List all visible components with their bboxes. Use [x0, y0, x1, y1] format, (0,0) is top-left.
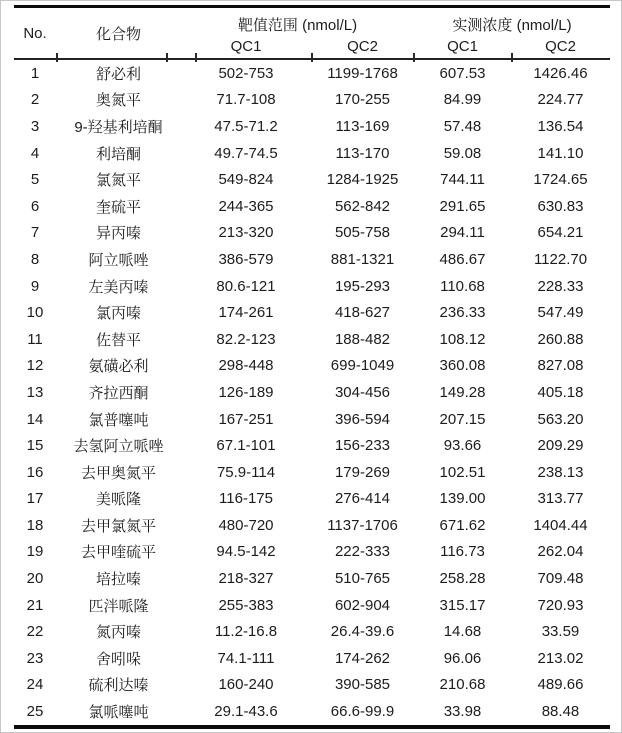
measured-concentration-qc2: 720.93 [537, 596, 584, 614]
row-number: 15 [26, 437, 44, 455]
target-range-qc2: 881-1321 [330, 250, 395, 268]
target-range-qc2: 26.4-39.6 [330, 623, 395, 641]
target-range-qc1: 49.7-74.5 [214, 144, 278, 162]
target-range-qc1: 160-240 [218, 676, 274, 694]
measured-concentration-qc1: 258.28 [439, 570, 486, 588]
measured-concentration-qc2: 209.29 [537, 437, 584, 455]
measured-concentration-qc1: 84.99 [443, 91, 482, 109]
target-range-qc1: 82.2-123 [216, 330, 276, 348]
target-range-qc2: 276-414 [334, 490, 391, 508]
measured-concentration-qc2: 563.20 [537, 410, 584, 428]
compound-name: 左美丙嗪 [88, 278, 149, 296]
target-range-qc1: 213-320 [218, 224, 274, 242]
compound-name: 氯普噻吨 [88, 411, 149, 429]
compound-name: 舍吲哚 [95, 650, 141, 668]
row-number: 11 [27, 330, 43, 348]
target-range-qc1: 502-753 [218, 64, 274, 82]
compound-name: 舒必利 [95, 65, 141, 83]
table-row [14, 273, 610, 300]
measured-concentration-qc1: 315.17 [439, 596, 486, 614]
row-number: 7 [30, 224, 40, 242]
measured-concentration-qc2: 1724.65 [533, 171, 588, 189]
measured-concentration-qc1: 102.51 [439, 463, 486, 481]
table-row [14, 193, 610, 220]
row-number: 13 [26, 383, 44, 401]
table-row [14, 353, 610, 380]
measured-concentration-qc2: 213.02 [537, 649, 584, 667]
target-range-qc1: 74.1-111 [217, 649, 275, 667]
target-range-qc1: 218-327 [218, 570, 274, 588]
header-column-divider-tick [195, 53, 197, 62]
target-range-qc1: 386-579 [218, 250, 274, 268]
target-range-qc1: 480-720 [218, 516, 274, 534]
col-header-target-qc2: QC2 [311, 35, 414, 59]
measured-concentration-qc1: 59.08 [443, 144, 482, 162]
compound-name: 硫利达嗪 [88, 677, 149, 695]
target-range-qc2: 418-627 [334, 304, 391, 322]
measured-concentration-qc1: 57.48 [443, 117, 482, 135]
row-number: 20 [26, 570, 44, 588]
compound-name: 氯丙嗪 [95, 305, 141, 323]
header-column-divider-tick [413, 53, 415, 62]
row-number: 10 [26, 304, 44, 322]
table-row [14, 326, 610, 353]
row-number: 23 [26, 649, 44, 667]
measured-concentration-qc1: 210.68 [439, 676, 486, 694]
target-range-qc2: 510-765 [334, 570, 391, 588]
row-number: 6 [30, 197, 40, 215]
target-range-qc1: 126-189 [218, 383, 274, 401]
measured-concentration-qc1: 108.12 [439, 330, 486, 348]
target-range-qc1: 47.5-71.2 [214, 117, 278, 135]
target-range-qc2: 602-904 [334, 596, 391, 614]
col-header-compound: 化合物 [56, 7, 181, 60]
table-row [14, 459, 610, 486]
table-row [14, 299, 610, 326]
measured-concentration-qc2: 1122.70 [533, 250, 588, 268]
target-range-qc1: 75.9-114 [216, 463, 276, 481]
target-range-qc1: 29.1-43.6 [214, 703, 278, 721]
target-range-qc1: 255-383 [218, 596, 274, 614]
table-row [14, 59, 610, 87]
target-range-qc2: 505-758 [334, 224, 391, 242]
measured-concentration-qc2: 547.49 [537, 304, 584, 322]
table-body [14, 59, 610, 727]
row-number: 16 [26, 463, 44, 481]
measured-concentration-qc2: 262.04 [537, 543, 584, 561]
target-range-qc1: 244-365 [218, 197, 274, 215]
col-header-no: No. [14, 7, 56, 60]
target-range-qc2: 222-333 [334, 543, 391, 561]
measured-concentration-qc2: 827.08 [537, 357, 584, 375]
header-column-divider-tick [511, 53, 513, 62]
row-number: 14 [26, 410, 44, 428]
compound-name: 美哌隆 [95, 491, 141, 509]
compound-name: 培拉嗪 [95, 571, 141, 589]
target-range-qc2: 179-269 [334, 463, 391, 481]
target-range-qc2: 113-169 [335, 117, 390, 135]
target-range-qc2: 156-233 [334, 437, 391, 455]
compound-name: 利培酮 [95, 145, 141, 163]
target-range-qc2: 174-262 [334, 649, 391, 667]
compound-name: 氮丙嗪 [95, 624, 141, 642]
table-row [14, 246, 610, 273]
header-column-divider-tick [311, 53, 313, 62]
table-row [14, 645, 610, 672]
target-range-qc1: 94.5-142 [216, 543, 276, 561]
compound-name: 去氢阿立哌唑 [73, 438, 164, 456]
measured-concentration-qc1: 14.68 [443, 623, 482, 641]
measured-concentration-qc2: 313.77 [537, 490, 584, 508]
col-group-target-range: 靶值范围 (nmol/L) [237, 17, 358, 34]
target-range-qc2: 304-456 [334, 383, 391, 401]
row-number: 8 [30, 250, 40, 268]
measured-concentration-qc2: 33.59 [541, 623, 580, 641]
row-number: 22 [26, 623, 44, 641]
target-range-qc2: 1284-1925 [326, 171, 399, 189]
row-number: 5 [30, 171, 40, 189]
measured-concentration-qc1: 149.28 [439, 383, 486, 401]
measured-concentration-qc1: 110.68 [440, 277, 485, 295]
col-header-measured-qc2: QC2 [511, 35, 610, 59]
table-row [14, 87, 610, 114]
measured-concentration-qc1: 486.67 [439, 250, 486, 268]
compound-name: 去甲奥氮平 [80, 464, 156, 482]
table-row [14, 539, 610, 566]
col-header-target-qc1: QC1 [181, 35, 311, 59]
table-row [14, 592, 610, 619]
table-row [14, 166, 610, 193]
measured-concentration-qc1: 33.98 [443, 703, 482, 721]
table-row [14, 406, 610, 433]
measured-concentration-qc2: 136.54 [537, 117, 584, 135]
table-row [14, 220, 610, 247]
target-range-qc2: 390-585 [334, 676, 391, 694]
target-range-qc1: 67.1-101 [216, 437, 276, 455]
measured-concentration-qc1: 671.62 [439, 516, 486, 534]
measured-concentration-qc1: 236.33 [439, 304, 486, 322]
target-range-qc2: 66.6-99.9 [330, 703, 395, 721]
measured-concentration-qc2: 228.33 [537, 277, 584, 295]
compound-name: 异丙嗪 [95, 225, 141, 243]
table-header [14, 7, 610, 60]
target-range-qc2: 195-293 [334, 277, 391, 295]
target-range-qc1: 116-175 [219, 490, 273, 508]
measured-concentration-qc1: 96.06 [443, 649, 482, 667]
table-row [14, 432, 610, 459]
target-range-qc1: 167-251 [218, 410, 274, 428]
compound-name: 佐替平 [95, 331, 141, 349]
measured-concentration-qc2: 489.66 [537, 676, 584, 694]
compound-name: 去甲喹硫平 [80, 544, 156, 562]
table-row [14, 486, 610, 513]
table-row [14, 113, 610, 140]
table-row [14, 379, 610, 406]
target-range-qc1: 549-824 [218, 171, 274, 189]
row-number: 3 [30, 117, 40, 135]
table-row [14, 672, 610, 699]
col-header-measured-qc1: QC1 [414, 35, 511, 59]
compound-name: 阿立哌唑 [88, 251, 149, 269]
measured-concentration-qc2: 405.18 [537, 383, 584, 401]
measured-concentration-qc2: 88.48 [541, 703, 580, 721]
compound-name: 奥氮平 [95, 92, 141, 110]
measured-concentration-qc1: 291.65 [439, 197, 486, 215]
qc-table [14, 5, 610, 729]
target-range-qc2: 170-255 [334, 91, 391, 109]
row-number: 25 [26, 703, 44, 721]
row-number: 12 [26, 357, 44, 375]
compound-name: 匹泮哌隆 [88, 597, 149, 615]
compound-name: 氯氮平 [95, 172, 141, 190]
header-column-divider-tick [166, 53, 168, 62]
col-group-measured-concentration: 实测浓度 (nmol/L) [452, 17, 572, 34]
target-range-qc1: 11.2-16.8 [214, 623, 278, 641]
compound-name: 氨磺必利 [88, 358, 149, 376]
compound-name: 奎硫平 [95, 198, 141, 216]
measured-concentration-qc1: 607.53 [439, 64, 486, 82]
compound-name: 9-羟基利培酮 [74, 118, 163, 136]
target-range-qc2: 562-842 [334, 197, 391, 215]
measured-concentration-qc2: 654.21 [537, 224, 584, 242]
compound-name: 齐拉西酮 [88, 384, 149, 402]
row-number: 21 [26, 596, 44, 614]
row-number: 9 [30, 277, 40, 295]
compound-name: 去甲氯氮平 [80, 517, 156, 535]
row-number: 4 [30, 144, 40, 162]
compound-name: 氯哌噻吨 [88, 704, 149, 722]
measured-concentration-qc2: 1404.44 [533, 516, 588, 534]
row-number: 1 [30, 64, 40, 82]
measured-concentration-qc1: 139.00 [439, 490, 486, 508]
target-range-qc2: 1137-1706 [327, 516, 398, 534]
target-range-qc1: 298-448 [218, 357, 274, 375]
target-range-qc2: 396-594 [334, 410, 391, 428]
measured-concentration-qc1: 116.73 [440, 543, 485, 561]
measured-concentration-qc2: 224.77 [537, 91, 584, 109]
row-number: 19 [26, 543, 44, 561]
measured-concentration-qc1: 744.11 [440, 171, 485, 189]
measured-concentration-qc2: 709.48 [537, 570, 584, 588]
table-row [14, 512, 610, 539]
target-range-qc1: 174-261 [218, 304, 274, 322]
table-row [14, 698, 610, 727]
measured-concentration-qc1: 294.11 [440, 224, 485, 242]
target-range-qc2: 1199-1768 [327, 64, 398, 82]
table-row [14, 565, 610, 592]
table-row [14, 140, 610, 167]
row-number: 18 [26, 516, 44, 534]
row-number: 24 [26, 676, 44, 694]
row-number: 2 [30, 91, 40, 109]
target-range-qc1: 80.6-121 [216, 277, 276, 295]
measured-concentration-qc1: 93.66 [443, 437, 482, 455]
target-range-qc2: 113-170 [335, 144, 390, 162]
row-number: 17 [26, 490, 44, 508]
header-column-divider-tick [56, 53, 58, 62]
measured-concentration-qc2: 630.83 [537, 197, 584, 215]
target-range-qc2: 699-1049 [330, 357, 395, 375]
measured-concentration-qc2: 141.10 [537, 144, 584, 162]
target-range-qc1: 71.7-108 [216, 91, 276, 109]
measured-concentration-qc2: 260.88 [537, 330, 584, 348]
measured-concentration-qc2: 238.13 [537, 463, 584, 481]
table-row [14, 618, 610, 645]
measured-concentration-qc2: 1426.46 [533, 64, 588, 82]
target-range-qc2: 188-482 [334, 330, 391, 348]
measured-concentration-qc1: 207.15 [439, 410, 486, 428]
measured-concentration-qc1: 360.08 [439, 357, 486, 375]
